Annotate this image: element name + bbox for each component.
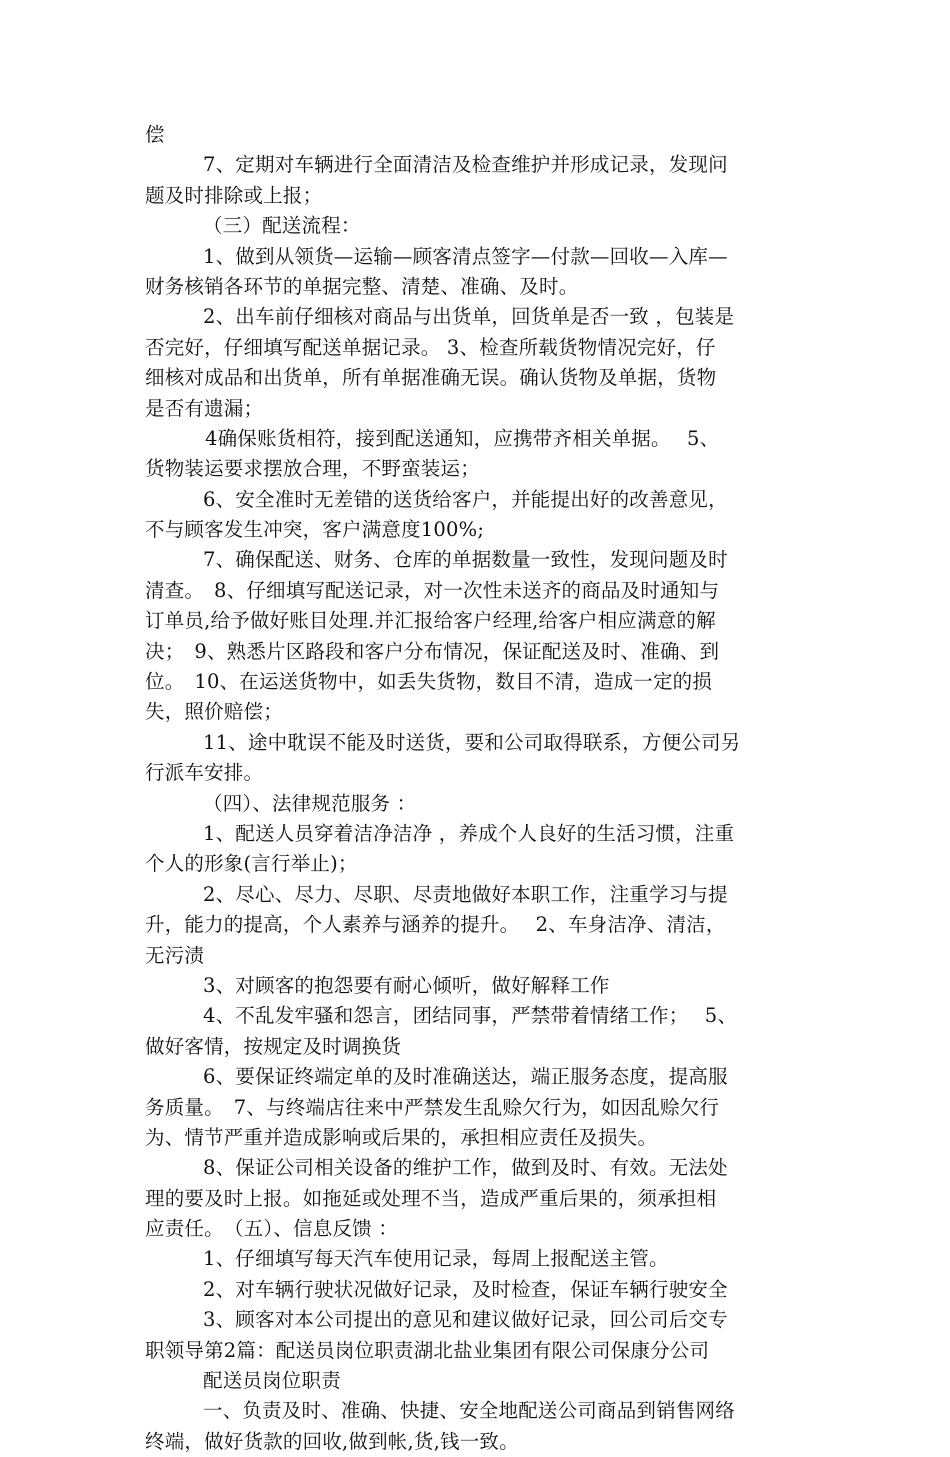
text-line: 4确保账货相符，接到配送通知，应携带齐相关单据。 5、 — [205, 426, 720, 450]
text-line: 无污渍 — [145, 943, 205, 967]
text-line: 7、定期对车辆进行全面清洁及检查维护并形成记录，发现问 — [203, 153, 728, 177]
text-line: 行派车安排。 — [145, 761, 264, 785]
text-line: 3、顾客对本公司提出的意见和建议做好记录，回公司后交专 — [203, 1308, 728, 1332]
text-line: 为、情节严重并造成影响或后果的，承担相应责任及损失。 — [145, 1125, 658, 1149]
text-line: 一、负责及时、准确、快捷、安全地配送公司商品到销售网络 — [203, 1399, 735, 1423]
document-page — [145, 120, 810, 1457]
text-line: 1、做到从领货—运输—顾客清点签字—付款—回收—入库— — [203, 244, 728, 268]
text-line: 订单员,给予做好账目处理.并汇报给客户经理,给客户相应满意的解 — [145, 609, 716, 633]
text-line: 清查。 8、仔细填写配送记录，对一次性未送齐的商品及时通知与 — [145, 578, 720, 602]
text-line: 个人的形象(言行举止)； — [145, 852, 358, 876]
text-line: 务质量。 7、与终端店往来中严禁发生乱赊欠行为，如因乱赊欠行 — [145, 1095, 720, 1119]
text-line: 是否有遗漏； — [145, 396, 264, 420]
text-line: 终端，做好货款的回收,做到帐,货,钱一致。 — [145, 1429, 519, 1453]
text-line: 细核对成品和出货单，所有单据准确无误。确认货物及单据，货物 — [145, 366, 717, 390]
text-line: 11、途中耽误不能及时送货，要和公司取得联系，方便公司另 — [203, 730, 741, 754]
text-line: 位。 10、在运送货物中，如丢失货物，数目不清，造成一定的损 — [145, 670, 713, 694]
text-line: 7、确保配送、财务、仓库的单据数量一致性，发现问题及时 — [203, 548, 728, 572]
text-line: 升，能力的提高，个人素养与涵养的提升。 2、车身洁净、清洁， — [145, 913, 726, 937]
text-line: 决； 9、熟悉片区路段和客户分布情况，保证配送及时、准确、到 — [145, 639, 720, 663]
text-line: 1、仔细填写每天汽车使用记录，每周上报配送主管。 — [203, 1247, 669, 1271]
text-line: 应责任。 （五）、信息反馈 ： — [145, 1217, 398, 1241]
text-line: 2、尽心、尽力、尽职、尽责地做好本职工作，注重学习与提 — [203, 882, 728, 906]
text-line: 4、不乱发牢骚和怨言，团结同事，严禁带着情绪工作； 5、 — [203, 1004, 738, 1028]
text-line: 3、对顾客的抱怨要有耐心倾听，做好解释工作 — [203, 973, 610, 997]
text-line: 2、出车前仔细核对商品与出货单，回货单是否一致 ，包装是 — [203, 305, 735, 329]
text-line: 偿 — [145, 123, 165, 146]
text-line: 失，照价赔偿； — [145, 700, 283, 724]
text-line: 6、要保证终端定单的及时准确送达，端正服务态度，提高服 — [203, 1065, 728, 1089]
text-line: 6、安全准时无差错的送货给客户，并能提出好的改善意见， — [203, 487, 728, 511]
text-line: 职领导第2篇：配送员岗位职责湖北盐业集团有限公司保康分公司 — [145, 1338, 710, 1362]
section-heading: （四）、法律规范服务 ： — [203, 791, 417, 815]
text-line: 2、对车辆行驶状况做好记录，及时检查，保证车辆行驶安全 — [203, 1277, 728, 1301]
text-line: 做好客情，按规定及时调换货 — [145, 1034, 402, 1058]
text-line: 不与顾客发生冲突，客户满意度100%; — [145, 518, 485, 542]
text-line: 财务核销各环节的单据完整、清楚、准确、及时。 — [145, 274, 579, 298]
text-line: 8、保证公司相关设备的维护工作，做到及时、有效。无法处 — [203, 1156, 728, 1180]
text-line: 货物装运要求摆放合理，不野蛮装运； — [145, 457, 480, 481]
section-heading: 配送员岗位职责 — [203, 1369, 341, 1393]
text-line: 否完好，仔细填写配送单据记录。 3、检查所载货物情况完好，仔 — [145, 335, 716, 359]
text-line: 理的要及时上报。如拖延或处理不当，造成严重后果的，须承担相 — [145, 1186, 717, 1210]
section-heading: （三）配送流程： — [203, 214, 361, 238]
text-line: 1、配送人员穿着洁净洁净 ，养成个人良好的生活习惯，注重 — [203, 821, 735, 845]
text-line: 题及时排除或上报； — [145, 183, 323, 207]
